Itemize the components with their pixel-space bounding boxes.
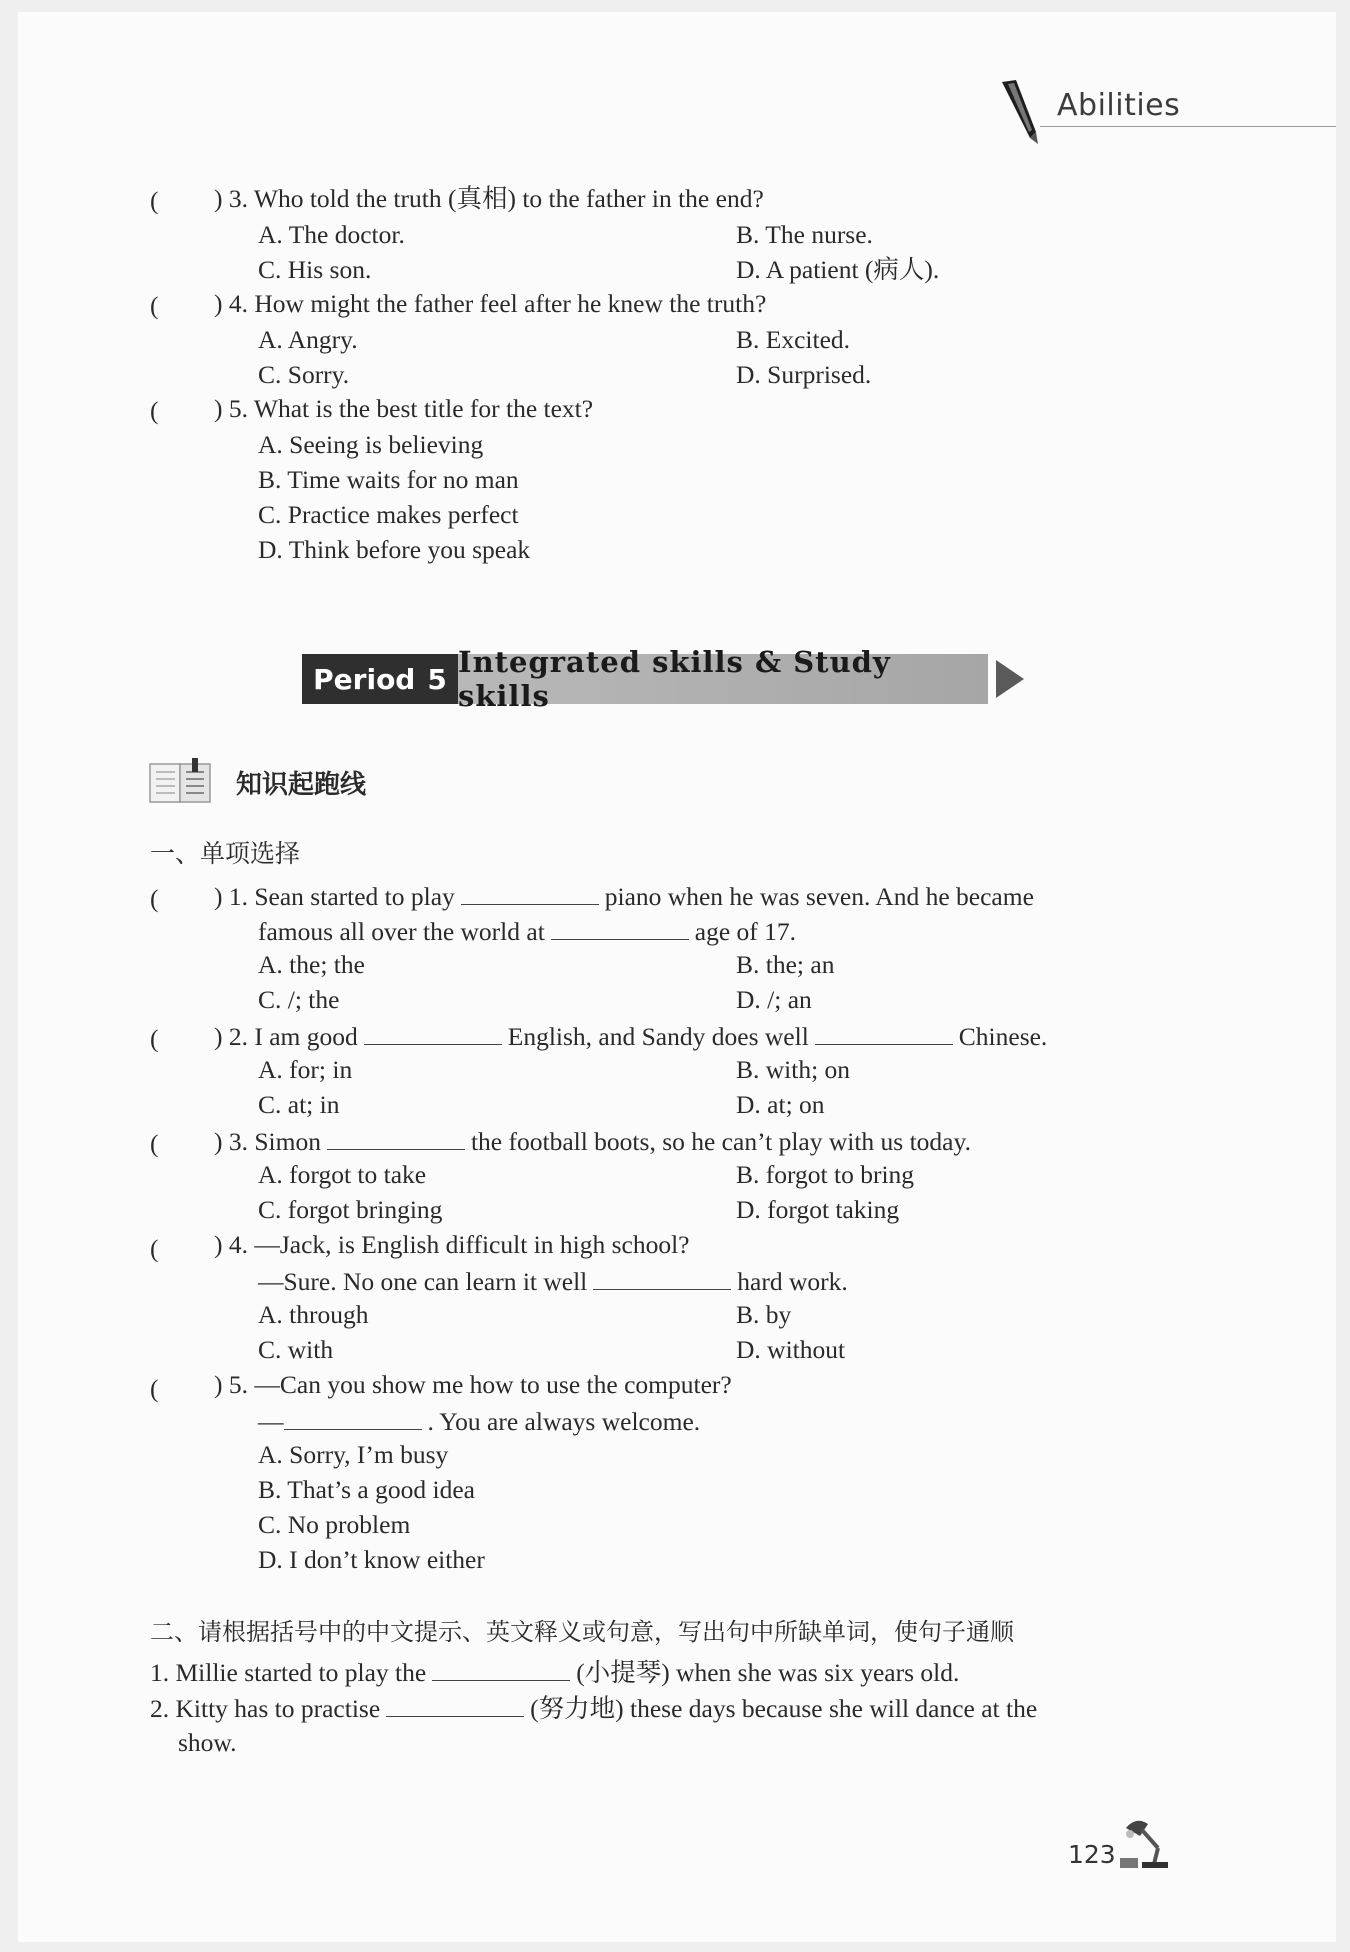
option-d: D. at; on	[736, 1090, 825, 1119]
period-number: 5	[427, 662, 447, 696]
section1-title: 一、单项选择	[150, 839, 301, 868]
answer-blank[interactable]	[461, 880, 599, 905]
pen-icon	[996, 78, 1042, 146]
option-b: B. That’s a good idea	[258, 1475, 475, 1504]
section2-title: 二、请根据括号中的中文提示、英文释义或句意，写出句中所缺单词，使句子通顺	[150, 1618, 1014, 1646]
answer-paren: (	[150, 186, 159, 215]
option-a: A. The doctor.	[258, 220, 405, 249]
option-b: B. with; on	[736, 1055, 851, 1084]
answer-blank[interactable]	[364, 1020, 502, 1045]
answer-paren: (	[150, 1234, 159, 1263]
s2-sentence-2: 2. Kitty has to practise (努力地) these days because she will dance at the	[150, 1694, 1038, 1723]
s1-question-4-line1: ) 4. —Jack, is English difficult in high school?	[214, 1230, 690, 1259]
option-c: C. Practice makes perfect	[258, 500, 519, 529]
answer-paren: (	[150, 396, 159, 425]
option-c: C. with	[258, 1335, 334, 1364]
header-title: Abilities	[1057, 88, 1181, 123]
s1-question-5-line2: — . You are always welcome.	[258, 1407, 701, 1436]
answer-blank[interactable]	[327, 1125, 465, 1150]
period-badge	[302, 654, 458, 704]
option-c: C. His son.	[258, 255, 372, 284]
question-4: ) 4. How might the father feel after he knew the truth?	[214, 289, 767, 318]
s2-sentence-1: 1. Millie started to play the (小提琴) when she was six years old.	[150, 1658, 960, 1687]
option-b: B. the; an	[736, 950, 835, 979]
answer-blank[interactable]	[551, 915, 689, 940]
option-b: B. forgot to bring	[736, 1160, 915, 1189]
option-b: B. The nurse.	[736, 220, 873, 249]
header-rule	[1040, 126, 1336, 127]
question-5: ) 5. What is the best title for the text?	[214, 394, 594, 423]
option-a: A. Seeing is believing	[258, 430, 484, 459]
answer-blank[interactable]	[432, 1656, 570, 1681]
option-a: A. the; the	[258, 950, 365, 979]
answer-paren: (	[150, 1024, 159, 1053]
section-heading: 知识起跑线	[236, 770, 367, 800]
option-c: C. at; in	[258, 1090, 340, 1119]
option-d: D. A patient (病人).	[736, 255, 940, 284]
period-label: Period	[313, 662, 416, 696]
answer-blank[interactable]	[593, 1265, 731, 1290]
option-a: A. Angry.	[258, 325, 358, 354]
option-d: D. Think before you speak	[258, 535, 531, 564]
option-c: C. /; the	[258, 985, 340, 1014]
option-a: A. through	[258, 1300, 369, 1329]
option-c: C. No problem	[258, 1510, 411, 1539]
s1-question-3: ) 3. Simon the football boots, so he can’t play with us today.	[214, 1127, 971, 1156]
option-c: C. forgot bringing	[258, 1195, 443, 1224]
s1-question-2: ) 2. I am good English, and Sandy does well Chinese.	[214, 1022, 1048, 1051]
option-a: A. Sorry, I’m busy	[258, 1440, 449, 1469]
question-3: ) 3. Who told the truth (真相) to the father in the end?	[214, 184, 764, 213]
page-number: 123	[1068, 1840, 1116, 1869]
option-c: C. Sorry.	[258, 360, 350, 389]
answer-paren: (	[150, 884, 159, 913]
answer-blank[interactable]	[284, 1405, 422, 1430]
s1-question-1-line1: ) 1. Sean started to play piano when he was seven. And he became	[214, 882, 1034, 911]
s2-sentence-2-cont: show.	[178, 1728, 237, 1757]
book-icon	[148, 758, 216, 804]
answer-paren: (	[150, 291, 159, 320]
s1-question-4-line2: —Sure. No one can learn it well hard work.	[258, 1267, 848, 1296]
answer-blank[interactable]	[815, 1020, 953, 1045]
answer-blank[interactable]	[386, 1692, 524, 1717]
option-d: D. Surprised.	[736, 360, 872, 389]
option-b: B. Excited.	[736, 325, 851, 354]
option-d: D. /; an	[736, 985, 812, 1014]
option-d: D. I don’t know either	[258, 1545, 485, 1574]
desk-lamp-icon	[1118, 1814, 1178, 1872]
arrow-right-icon	[996, 660, 1024, 698]
option-a: A. forgot to take	[258, 1160, 427, 1189]
option-b: B. Time waits for no man	[258, 465, 519, 494]
option-d: D. without	[736, 1335, 846, 1364]
option-d: D. forgot taking	[736, 1195, 900, 1224]
option-a: A. for; in	[258, 1055, 353, 1084]
answer-paren: (	[150, 1129, 159, 1158]
period-title: Integrated skills & Study skills	[458, 654, 988, 704]
answer-paren: (	[150, 1374, 159, 1403]
s1-question-1-line2: famous all over the world at age of 17.	[258, 917, 797, 946]
s1-question-5-line1: ) 5. —Can you show me how to use the computer?	[214, 1370, 732, 1399]
option-b: B. by	[736, 1300, 792, 1329]
